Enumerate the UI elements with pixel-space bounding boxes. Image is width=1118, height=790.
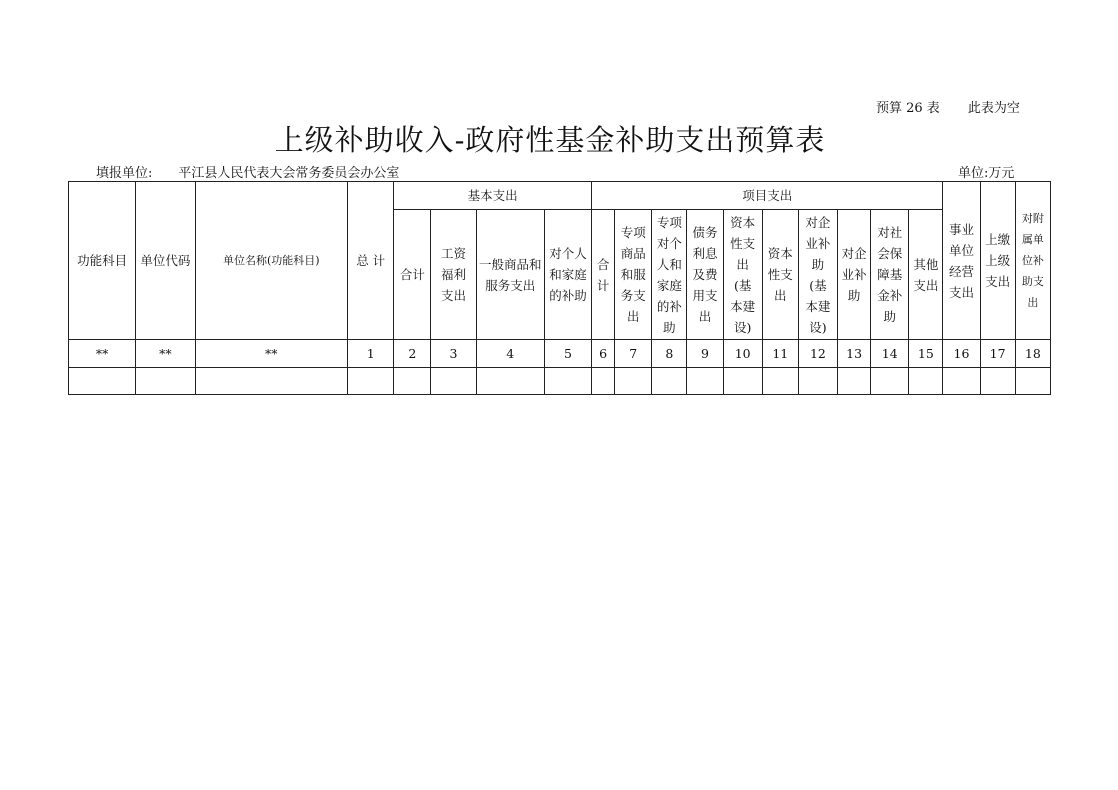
empty-cell — [1015, 368, 1050, 395]
empty-data-row — [69, 368, 1051, 395]
header-func-subject: 功能科目 — [69, 182, 136, 340]
header-project-expenditure: 项目支出 — [592, 182, 943, 210]
index-cell: 18 — [1015, 340, 1050, 368]
header-project-col-10: 其他支出 — [909, 210, 943, 340]
reporting-unit-name: 平江县人民代表大会常务委员会办公室 — [178, 166, 400, 181]
reporting-unit — [96, 162, 399, 181]
header-project-col-3: 专项对个人和家庭的补助 — [652, 210, 687, 340]
reporting-unit-label: 填报单位: — [96, 166, 153, 181]
header-basic-col-4: 对个人和家庭的补助 — [544, 210, 591, 340]
table-number: 预算 26 表 — [876, 101, 940, 116]
page-title: 上级补助收入-政府性基金补助支出预算表 — [274, 123, 826, 157]
empty-table-note: 此表为空 — [967, 101, 1020, 116]
index-row — [69, 340, 1051, 368]
empty-cell — [838, 368, 871, 395]
index-cell: 14 — [871, 340, 909, 368]
header-tail-2: 上缴上级支出 — [980, 182, 1015, 340]
empty-cell — [652, 368, 687, 395]
header-basic-col-1: 合计 — [394, 210, 431, 340]
header-project-col-9: 对社会保障基金补助 — [871, 210, 909, 340]
header-basic-col-2: 工资福利支出 — [431, 210, 476, 340]
empty-cell — [871, 368, 909, 395]
index-cell: 6 — [592, 340, 615, 368]
index-cell: 3 — [431, 340, 476, 368]
header-project-col-7: 对企业补助(基本建设) — [798, 210, 837, 340]
index-cell: 8 — [652, 340, 687, 368]
header-project-col-8: 对企业补助 — [838, 210, 871, 340]
empty-cell — [762, 368, 798, 395]
header-project-col-4: 债务利息及费用支出 — [687, 210, 723, 340]
empty-cell — [195, 368, 348, 395]
index-cell: 1 — [348, 340, 394, 368]
empty-cell — [431, 368, 476, 395]
index-cell: 10 — [723, 340, 762, 368]
empty-cell — [980, 368, 1015, 395]
header-tail-3: 对附属单位补助支出 — [1015, 182, 1050, 340]
empty-cell — [348, 368, 394, 395]
header-project-col-1: 合计 — [592, 210, 615, 340]
header-project-col-6: 资本性支出 — [762, 210, 798, 340]
empty-cell — [592, 368, 615, 395]
index-cell: 2 — [394, 340, 431, 368]
empty-cell — [798, 368, 837, 395]
index-cell: 5 — [544, 340, 591, 368]
header-total: 总 计 — [348, 182, 394, 340]
header-project-col-5: 资本性支出(基本建设) — [723, 210, 762, 340]
empty-cell — [943, 368, 980, 395]
empty-cell — [723, 368, 762, 395]
empty-cell — [136, 368, 195, 395]
index-cell: 12 — [798, 340, 837, 368]
header-basic-expenditure: 基本支出 — [394, 182, 592, 210]
index-cell: 17 — [980, 340, 1015, 368]
index-cell: 9 — [687, 340, 723, 368]
empty-cell — [909, 368, 943, 395]
header-unit-name: 单位名称(功能科目) — [195, 182, 348, 340]
table-number-note — [876, 97, 1020, 116]
index-cell: 7 — [615, 340, 652, 368]
index-cell: 4 — [476, 340, 544, 368]
budget-table — [68, 181, 1051, 395]
index-cell: 15 — [909, 340, 943, 368]
header-basic-col-3: 一般商品和服务支出 — [476, 210, 544, 340]
empty-cell — [394, 368, 431, 395]
header-tail-1: 事业单位经营支出 — [943, 182, 980, 340]
index-cell: ** — [195, 340, 348, 368]
index-cell: ** — [69, 340, 136, 368]
index-cell: 13 — [838, 340, 871, 368]
empty-cell — [69, 368, 136, 395]
index-cell: 16 — [943, 340, 980, 368]
index-cell: 11 — [762, 340, 798, 368]
empty-cell — [687, 368, 723, 395]
index-cell: ** — [136, 340, 195, 368]
money-unit: 单位:万元 — [958, 166, 1015, 181]
header-project-col-2: 专项商品和服务支出 — [615, 210, 652, 340]
empty-cell — [615, 368, 652, 395]
header-unit-code: 单位代码 — [136, 182, 195, 340]
empty-cell — [476, 368, 544, 395]
empty-cell — [544, 368, 591, 395]
